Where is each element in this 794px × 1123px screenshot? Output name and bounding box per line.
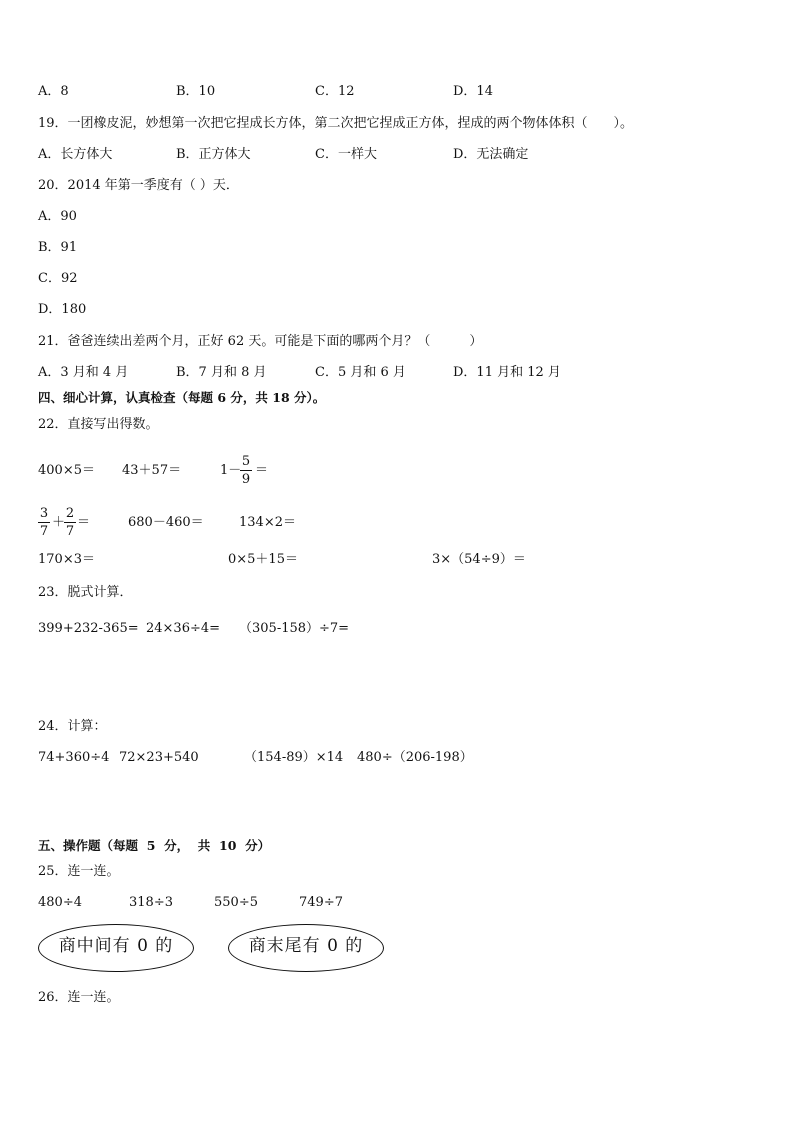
fraction-5-9-denominator: 9 [241, 472, 251, 487]
q22-expr-8: 0×5＋15＝ [228, 552, 298, 567]
q23-stem: 23．脱式计算． [38, 585, 133, 600]
ellipse-label-end-zero: 商末尾有 0 的 [248, 935, 364, 956]
q22-expr-5: 680－460＝ [128, 515, 204, 530]
q18-option-c: C．12 [315, 84, 355, 99]
q18-option-d: D．14 [453, 84, 493, 99]
q23-expr-2: 24×36÷4= [146, 621, 221, 636]
q23-expr-3: （305-158）÷7= [239, 621, 350, 636]
q20-option-d: D．180 [38, 302, 87, 317]
fraction-bar [240, 470, 252, 471]
q21-stem: 21．爸爸连续出差两个月，正好 62 天。可能是下面的哪两个月？（ ） [38, 334, 483, 349]
ellipse-quotient-middle-zero[interactable] [38, 924, 194, 972]
q20-option-a: A．90 [38, 209, 77, 224]
q22-expr-7: 170×3＝ [38, 552, 95, 567]
q25-item-3: 550÷5 [214, 895, 258, 910]
section-4-heading: 四、细心计算，认真检查（每题 6 分，共 18 分）。 [38, 390, 326, 405]
q24-expr-3: （154-89）×14 [244, 750, 344, 765]
q21-option-b: B．7 月和 8 月 [176, 365, 267, 380]
fraction-2-7-numerator: 2 [65, 506, 75, 521]
q22-frac-equals: ＝ [77, 515, 91, 530]
q25-item-4: 749÷7 [299, 895, 343, 910]
q20-option-b: B．91 [38, 240, 78, 255]
q20-option-c: C．92 [38, 271, 78, 286]
fraction-bar [38, 522, 50, 523]
fraction-3-7-numerator: 3 [39, 506, 49, 521]
q22-expr-2: 43＋57＝ [122, 463, 182, 478]
q22-expr-3-prefix: 1－ [220, 463, 242, 478]
q24-expr-4: 480÷（206-198） [357, 750, 473, 765]
q22-expr-6: 134×2＝ [239, 515, 296, 530]
fraction-2-7-denominator: 7 [65, 524, 75, 539]
q19-option-c: C．一样大 [315, 147, 377, 162]
q22-expr-3-equals: ＝ [255, 463, 269, 478]
fraction-3-7 [38, 506, 50, 539]
q19-option-a: A．长方体大 [38, 147, 113, 162]
q20-stem: 20．2014 年第一季度有（ ）天． [38, 178, 239, 193]
q26-stem: 26．连一连。 [38, 990, 120, 1005]
q25-stem: 25．连一连。 [38, 864, 120, 879]
q21-option-d: D．11 月和 12 月 [453, 365, 561, 380]
q22-expr-1: 400×5＝ [38, 463, 95, 478]
q18-option-a: A．8 [38, 84, 69, 99]
q24-stem: 24．计算： [38, 719, 107, 734]
section-5-heading: 五、操作题（每题 5 分， 共 10 分） [38, 838, 271, 853]
q25-item-2: 318÷3 [129, 895, 173, 910]
q18-option-b: B．10 [176, 84, 216, 99]
ellipse-label-middle-zero: 商中间有 0 的 [58, 935, 174, 956]
fraction-bar [64, 522, 76, 523]
q19-option-d: D．无法确定 [453, 147, 529, 162]
q22-expr-9: 3×（54÷9）＝ [432, 552, 526, 567]
fraction-5-9 [240, 454, 252, 487]
q22-plus-sign: ＋ [52, 515, 66, 530]
fraction-5-9-numerator: 5 [241, 454, 251, 469]
q25-item-1: 480÷4 [38, 895, 82, 910]
q21-option-c: C．5 月和 6 月 [315, 365, 406, 380]
q19-option-b: B．正方体大 [176, 147, 251, 162]
q22-stem: 22．直接写出得数。 [38, 417, 159, 432]
q24-expr-2: 72×23+540 [119, 750, 199, 765]
q21-option-a: A．3 月和 4 月 [38, 365, 129, 380]
q23-expr-1: 399+232-365= [38, 621, 139, 636]
fraction-3-7-denominator: 7 [39, 524, 49, 539]
fraction-2-7 [64, 506, 76, 539]
q24-expr-1: 74+360÷4 [38, 750, 110, 765]
ellipse-quotient-end-zero[interactable] [228, 924, 384, 972]
q19-stem: 19．一团橡皮泥，妙想第一次把它捏成长方体，第二次把它捏成正方体，捏成的两个物体体积（ ）。 [38, 116, 634, 131]
